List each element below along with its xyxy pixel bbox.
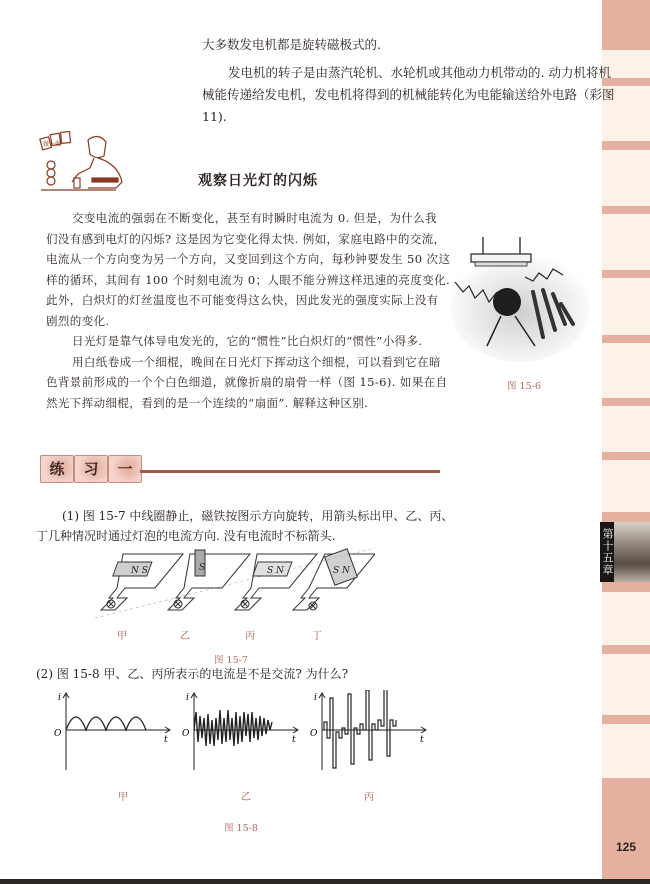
svg-text:O: O	[54, 729, 62, 739]
intro-line: 械能传递给发电机，发电机将得到的机械能转化为电能输送给外电路（彩图	[202, 87, 615, 102]
pulsed-alternating-current-graph	[308, 690, 428, 770]
random-current-graph	[180, 690, 300, 770]
figure-label: 乙	[241, 792, 251, 803]
svg-text:O: O	[310, 729, 318, 739]
svg-text:O: O	[182, 729, 190, 739]
chapter-tab	[600, 522, 650, 582]
svg-text:N S: N S	[131, 566, 148, 576]
margin-stripe	[602, 0, 650, 50]
question-1-line: 丁几种情况时通过灯泡的电流方向. 没有电流时不标箭头.	[36, 529, 336, 543]
figure-15-7	[95, 548, 375, 618]
intro-line: 发电机的转子是由蒸汽轮机、水轮机或其他动力机带动的. 动力机将机	[228, 65, 611, 80]
margin-stripe	[602, 270, 650, 278]
figure-label: 甲	[117, 631, 127, 642]
margin-stripe	[602, 206, 650, 214]
margin-stripe	[602, 645, 650, 654]
body-line: 样的循环，其间有 100 个时刻电流为 0；人眼不能分辨这样迅速的亮度变化.	[46, 273, 451, 287]
body-line: 色背景前形成的一个个白色细道，就像折扇的扇骨一样（图 15-6). 如果在自	[46, 375, 448, 389]
activity-badge-illustration	[36, 130, 131, 195]
person-at-desk-icon	[36, 130, 131, 195]
svg-text:S N: S N	[267, 566, 284, 576]
margin-stripe	[602, 398, 650, 406]
page-margin-decoration	[602, 0, 650, 884]
svg-text:S: S	[199, 563, 206, 573]
chapter-label: 第十五章	[600, 522, 614, 582]
figure-label: 甲	[118, 792, 128, 803]
svg-text:S N: S N	[333, 566, 350, 576]
margin-stripe	[602, 512, 650, 522]
figure-label: 丁	[312, 631, 322, 642]
exercise-header-char: 一	[108, 455, 142, 483]
figure-label: 丙	[245, 631, 255, 642]
svg-text:i: i	[314, 693, 317, 703]
body-line: 日光灯是靠气体导电发光的，它的“惯性”比白炽灯的“惯性”小得多.	[72, 334, 423, 348]
svg-text:t: t	[292, 735, 296, 745]
body-line: 电流从一个方向变为另一个方向，又变回到这个方向，每秒钟要发生 50 次这	[46, 252, 451, 266]
figure-label: 乙	[180, 631, 190, 642]
body-line: 然光下挥动细棍，看到的是一个连续的“扇面”. 解释这种区别.	[46, 396, 369, 410]
svg-text:t: t	[164, 735, 168, 745]
svg-text:t: t	[420, 735, 424, 745]
body-line: 交变电流的强弱在不断变化，甚至有时瞬时电流为 0. 但是，为什么我	[72, 211, 437, 225]
intro-line: 11).	[202, 109, 227, 124]
margin-stripe	[602, 141, 650, 150]
margin-stripe	[602, 715, 650, 724]
person-waving-stick-illustration	[445, 232, 590, 372]
figure-15-8-yi	[180, 690, 300, 770]
figure-caption: 图 15-8	[224, 823, 258, 834]
figure-caption: 图 15-7	[214, 655, 248, 666]
chapter-photo	[614, 522, 650, 582]
figure-label: 丙	[364, 792, 374, 803]
figure-caption: 图 15-6	[507, 381, 541, 392]
svg-text:i: i	[58, 693, 61, 703]
svg-text:做一做: 做一做	[43, 141, 62, 148]
section-title: 观察日光灯的闪烁	[198, 173, 318, 189]
rectified-current-graph	[52, 690, 172, 770]
figure-15-6	[445, 232, 590, 372]
question-1-line: (1) 图 15-7 中线圈静止，磁铁按图示方向旋转，用箭头标出甲、乙、丙、	[62, 509, 454, 523]
body-line: 此外，白炽灯的灯丝温度也不可能变得这么快，因此发光的强度实际上没有	[46, 293, 439, 307]
body-line: 们没有感到电灯的闪烁? 这是因为它变化得太快. 例如，家庭电路中的交流，	[46, 232, 446, 246]
figure-15-8-bing	[308, 690, 428, 770]
page-number: 125	[616, 840, 637, 854]
exercise-divider	[140, 470, 440, 473]
figure-15-8-jia	[52, 690, 172, 770]
margin-stripe	[602, 582, 650, 592]
body-line: 用白纸卷成一个细棍，晚间在日光灯下挥动这个细棍，可以看到它在暗	[72, 355, 441, 369]
body-line: 剧烈的变化.	[46, 314, 110, 328]
exercise-header-char: 习	[74, 455, 108, 483]
bottom-rule	[0, 879, 650, 884]
question-2: (2) 图 15-8 甲、乙、丙所表示的电流是不是交流? 为什么?	[36, 667, 349, 681]
margin-stripe	[602, 452, 650, 460]
svg-text:i: i	[186, 693, 189, 703]
margin-stripe	[602, 335, 650, 343]
exercise-header-char: 练	[40, 455, 74, 483]
margin-stripe	[602, 778, 650, 884]
rotating-magnet-coils-diagram	[95, 548, 375, 618]
intro-line: 大多数发电机都是旋转磁极式的.	[202, 37, 381, 52]
